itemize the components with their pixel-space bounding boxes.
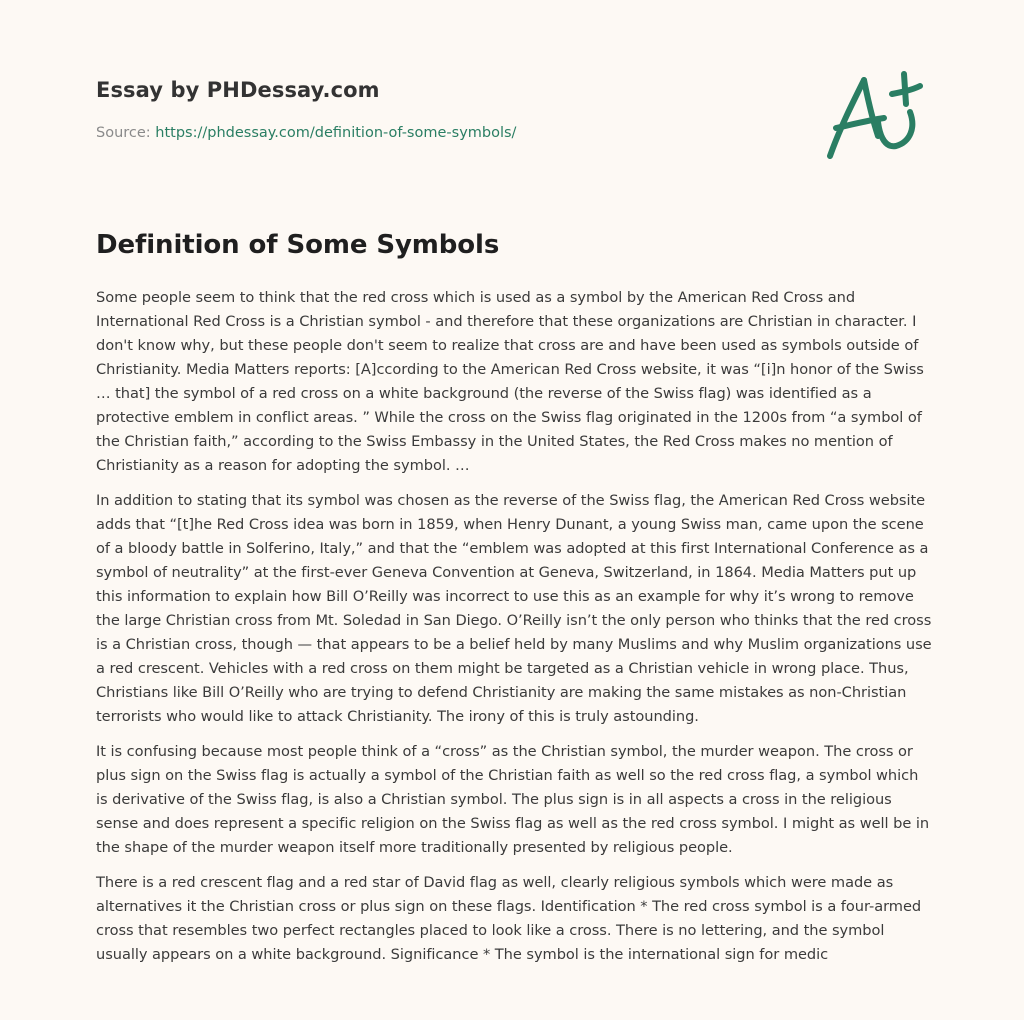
essay-paragraph: In addition to stating that its symbol was chosen as the reverse of the Swiss flag, the American Red Cross website adds that “[t]he Red Cross idea was born in 1859, when Henry Dunant, a young Swiss man, came upon the scene of a bloody battle in Solferino, Italy,” and that the “emblem was adopted at this first International Conference as a symbol of neutrality” at the first-ever Geneva Convention at Geneva, Switzerland, in 1864. Media Matters put up this information to explain how Bill O’Reilly was incorrect to use this as an example for why it’s wrong to remove the large Christian cross from Mt. Soledad in San Diego. O’Reilly isn’t the only person who thinks that the red cross is a Christian cross, though — that appears to be a belief held by many Muslims and why Muslim organizations use a red crescent. Vehicles with a red cross on them might be targeted as a Christian vehicle in wrong place. Thus, Christians like Bill O’Reilly who are trying to defend Christianity are making the same mistakes as non-Christian terrorists who would like to attack Christianity. The irony of this is truly astounding.: [96, 492, 932, 725]
page-header: [96, 76, 796, 143]
source-label: Source:: [96, 125, 156, 141]
a-plus-grade-icon: [822, 66, 932, 166]
essay-paragraph: There is a red crescent flag and a red star of David flag as well, clearly religious symbols which were made as alternatives it the Christian cross or plus sign on these flags. Identification * The red cross symbol is a four-armed cross that resembles two perfect rectangles placed to look like a cross. There is no lettering, and the symbol usually appears on a white background. Significance * The symbol is the international sign for medic: [96, 874, 922, 963]
essay-title: Definition of Some Symbols: [96, 230, 500, 260]
site-title: Essay by PHDessay.com: [96, 78, 380, 102]
source-line: [96, 123, 796, 143]
essay-content: [96, 228, 932, 978]
essay-paragraph: Some people seem to think that the red cross which is used as a symbol by the American Red Cross and International Red Cross is a Christian symbol - and therefore that these organizations are Christian in character. I don't know why, but these people don't seem to realize that cross are and have been used as symbols outside of Christianity. Media Matters reports: [A]ccording to the American Red Cross website, it was “[i]n honor of the Swiss … that] the symbol of a red cross on a white background (the reverse of the Swiss flag) was identified as a protective emblem in conflict areas. ” While the cross on the Swiss flag originated in the 1200s from “a symbol of the Christian faith,” according to the Swiss Embassy in the United States, the Red Cross makes no mention of Christianity as a reason for adopting the symbol. …: [96, 289, 924, 474]
essay-body: [96, 286, 932, 967]
source-link[interactable]: https://phdessay.com/definition-of-some-symbols/: [155, 125, 517, 141]
essay-paragraph: It is confusing because most people think of a “cross” as the Christian symbol, the murder weapon. The cross or plus sign on the Swiss flag is actually a symbol of the Christian faith as well so the red cross flag, a symbol which is derivative of the Swiss flag, is also a Christian symbol. The plus sign is in all aspects a cross in the religious sense and does represent a specific religion on the Swiss flag as well as the red cross symbol. I might as well be in the shape of the murder weapon itself more traditionally presented by religious people.: [96, 743, 930, 856]
